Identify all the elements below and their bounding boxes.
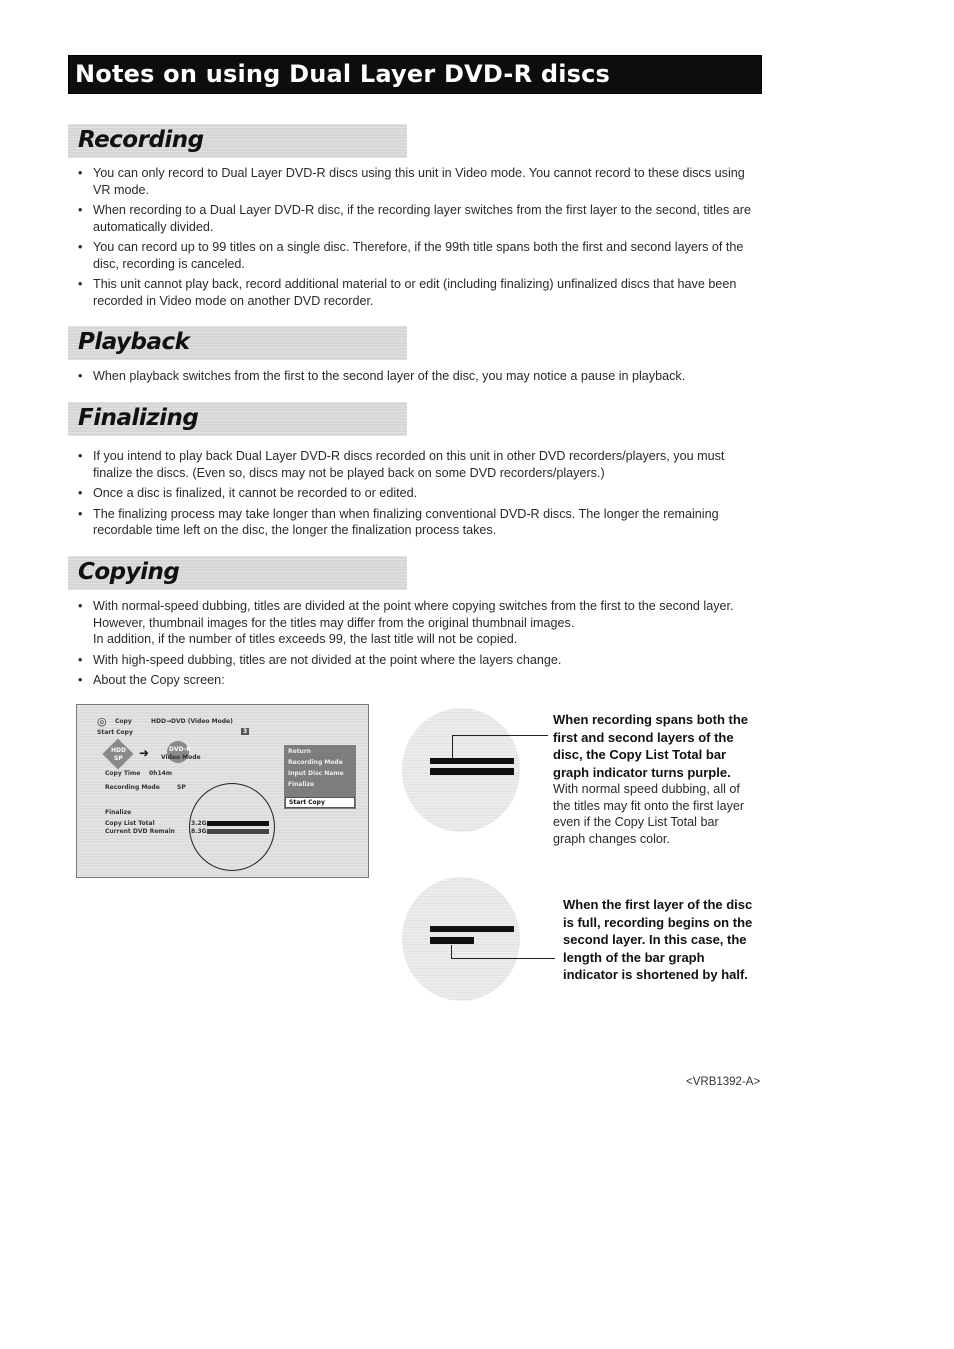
recording-mode-value: SP [177,784,186,791]
copy-screen-header-mode: HDD→DVD (Video Mode) [151,718,233,725]
note-second [563,896,755,984]
leader-line-1-vertical [452,736,453,758]
list-item: • Once a disc is finalized, it cannot be recorded to or edited. [78,485,760,502]
list-item: • With high-speed dubbing, titles are not divided at the point where the layers change. [78,652,760,669]
menu-item-return[interactable]: Return [288,748,312,755]
list-item: • If you intend to play back Dual Layer DVD-R discs recorded on this unit in other DVD recorders/players, you must finalize the discs. (Even so, discs may not be played back on some DVD recorders/players.) [78,448,760,481]
copying-heading: Copying [78,559,180,585]
copy-time-value: 0h14m [149,770,173,777]
list-item: • You can only record to Dual Layer DVD-R discs using this unit in Video mode. You cannot record to these discs using VR mode. [78,165,760,198]
finalizing-section-header [68,402,407,436]
magnified-remain-bar-2 [430,937,474,944]
copying-list [78,598,760,693]
document-code: <VRB1392-A> [686,1076,761,1088]
source-sub: SP [114,755,123,762]
recording-heading: Recording [78,127,204,153]
copy-list-total-label: Copy List Total [105,820,155,827]
current-dvd-remain-value: 8.3G [191,828,207,835]
menu-item-recording-mode[interactable]: Recording Mode [288,759,343,766]
list-item: • About the Copy screen: [78,672,760,689]
finalizing-list [78,448,760,543]
magnified-total-bar-1 [430,758,514,764]
disc-icon: ◎ [97,715,107,728]
note-first-text: With normal speed dubbing, all of the titles may fit onto the first layer even if the Copy List Total bar graph changes color. [553,782,745,846]
source-disc-icon [102,738,133,769]
recording-list [78,165,760,313]
page-title-bar [68,55,762,94]
copy-screen-header-label: Copy [115,718,132,725]
finalize-label: Finalize [105,809,132,816]
arrow-right-icon: ➜ [139,746,150,760]
playback-section-header [68,326,407,360]
copy-screen-illustration [76,704,369,878]
copy-time-label: Copy Time [105,770,141,777]
start-copy-button[interactable]: Start Copy [285,797,355,808]
list-item [78,598,760,648]
magnified-remain-bar-1 [430,768,514,775]
list-item: • The finalizing process may take longer than when finalizing conventional DVD-R discs. The longer the remaining recordable time left on the disc, the longer the finalization process takes. [78,506,760,539]
copy-screen-page-number: 3 [243,728,248,735]
recording-section-header [68,124,407,158]
menu-item-input-disc-name[interactable]: Input Disc Name [288,770,344,777]
destination-label: DVD-R [169,746,191,753]
copying-item-1: With normal-speed dubbing, titles are divided at the point where copying switches from the first to the second layer. However, thumbnail images for the titles may differ from the original thumbnail images. [93,599,734,630]
list-item: • You can record up to 99 titles on a single disc. Therefore, if the 99th title spans both the first and second layers of the disc, recording is canceled. [78,239,760,272]
copy-screen-start-copy-label: Start Copy [97,729,133,736]
source-label: HDD [111,747,126,754]
current-dvd-remain-label: Current DVD Remain [105,828,175,835]
menu-item-finalize[interactable]: Finalize [288,781,315,788]
copy-list-total-value: 3.2G [191,820,207,827]
note-first-bold: When recording spans both the first and second layers of the disc, the Copy List Total bar graph indicator turns purple. [553,712,749,780]
note-second-bold: When the first layer of the disc is full, recording begins on the second layer. In this case, the length of the bar graph indicator is shortened by half. [563,897,753,982]
list-item: • When recording to a Dual Layer DVD-R disc, if the recording layer switches from the first layer to the second, titles are automatically divided. [78,202,760,235]
leader-line-2-horizontal [451,958,555,959]
finalizing-heading: Finalizing [78,405,199,431]
copying-item-1-extra: In addition, if the number of titles exceeds 99, the last title will not be copied. [93,632,518,646]
playback-list [78,368,760,389]
recording-mode-label: Recording Mode [105,784,160,791]
magnifier-circle [189,783,275,871]
page-title: Notes on using Dual Layer DVD-R discs [75,60,611,88]
playback-heading: Playback [78,329,190,355]
leader-line-1-horizontal [452,735,548,736]
copying-section-header [68,556,407,590]
leader-line-2-vertical [451,945,452,958]
note-first [553,711,753,847]
list-item: • This unit cannot play back, record additional material to or edit (including finalizing) unfinalized discs that have been recorded in Video mode on another DVD recorder. [78,276,760,309]
magnified-total-bar-2 [430,926,514,932]
destination-sub: Video Mode [161,754,201,761]
list-item: • When playback switches from the first to the second layer of the disc, you may notice a pause in playback. [78,368,760,385]
